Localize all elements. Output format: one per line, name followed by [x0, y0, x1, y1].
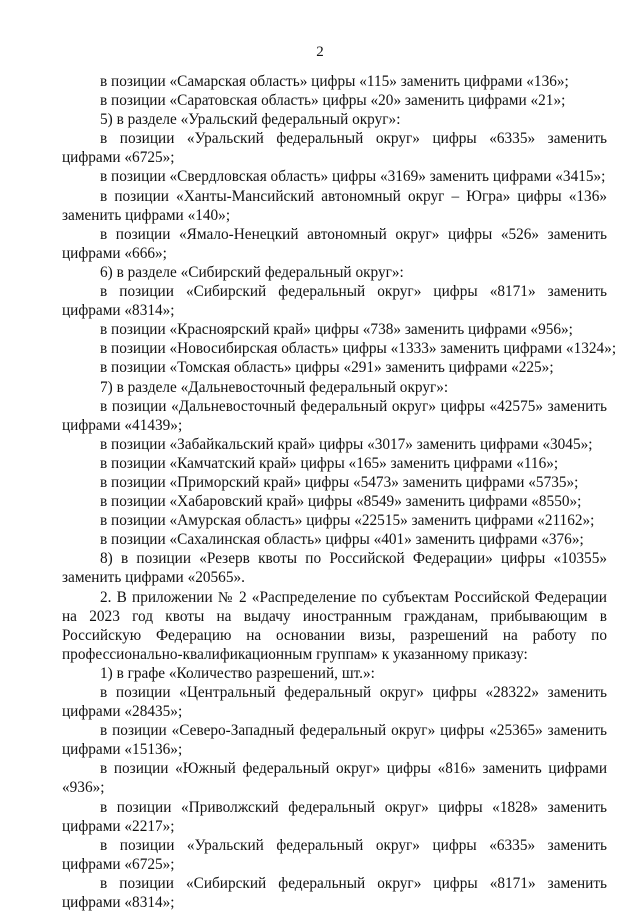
paragraph: в позиции «Центральный федеральный округ» цифры «28322» заменить цифрами «28435»; [62, 684, 607, 721]
paragraph: в позиции «Уральский федеральный округ» цифры «6335» заменить цифрами «6725»; [62, 130, 607, 167]
section-heading: 6) в разделе «Сибирский федеральный округ»: [100, 263, 404, 281]
paragraph: в позиции «Дальневосточный федеральный округ» цифры «42575» заменить цифрами «41439»; [62, 397, 607, 434]
paragraph: в позиции «Приморский край» цифры «5473» заменить цифрами «5735»; [100, 473, 579, 491]
paragraph: в позиции «Южный федеральный округ» цифры «816» заменить цифрами «936»; [62, 760, 607, 797]
paragraph: 8) в позиции «Резерв квоты по Российской Федерации» цифры «10355» заменить цифрами «20565». [62, 550, 607, 587]
paragraph: в позиции «Приволжский федеральный округ» цифры «1828» заменить цифрами «2217»; [62, 798, 607, 835]
section-heading: 1) в графе «Количество разрешений, шт.»: [100, 664, 375, 682]
paragraph: в позиции «Сибирский федеральный округ» цифры «8171» заменить цифрами «8314»; [62, 283, 607, 320]
paragraph: в позиции «Свердловская область» цифры «3169» заменить цифрами «3415»; [100, 168, 606, 186]
paragraph: в позиции «Ямало-Ненецкий автономный округ» цифры «526» заменить цифрами «666»; [62, 225, 607, 262]
paragraph: в позиции «Самарская область» цифры «115» заменить цифрами «136»; [100, 73, 569, 90]
paragraph: в позиции «Томская область» цифры «291» заменить цифрами «225»; [100, 359, 554, 377]
paragraph: в позиции «Амурская область» цифры «22515» заменить цифрами «21162»; [100, 512, 595, 530]
paragraph: в позиции «Хабаровский край» цифры «8549» заменить цифрами «8550»; [100, 493, 582, 511]
paragraph: в позиции «Ханты-Мансийский автономный округ – Югра» цифры «136» заменить цифрами «140»; [62, 187, 607, 224]
paragraph: в позиции «Сибирский федеральный округ» цифры «8171» заменить цифрами «8314»; [62, 874, 607, 912]
page-number: 2 [316, 44, 324, 60]
paragraph: в позиции «Саратовская область» цифры «20» заменить цифрами «21»; [100, 92, 566, 110]
paragraph: в позиции «Северо-Западный федеральный округ» цифры «25365» заменить цифрами «15136»; [62, 722, 607, 759]
document-body [62, 72, 617, 912]
section-heading: 5) в разделе «Уральский федеральный округ»: [100, 111, 401, 129]
paragraph: в позиции «Уральский федеральный округ» цифры «6335» заменить цифрами «6725»; [62, 836, 607, 873]
paragraph: в позиции «Красноярский край» цифры «738» заменить цифрами «956»; [100, 321, 573, 339]
paragraph: 2. В приложении № 2 «Распределение по субъектам Российской Федерации на 2023 год квоты на выдачу иностранным гражданам, прибывающим в Российскую Федерацию на основании визы, разрешений на работу по профессионально-квалификационным группам» к указанному приказу: [62, 588, 607, 663]
paragraph: в позиции «Новосибирская область» цифры «1333» заменить цифрами «1324»; [100, 340, 617, 358]
paragraph: в позиции «Сахалинская область» цифры «401» заменить цифрами «376»; [100, 531, 584, 549]
paragraph: в позиции «Камчатский край» цифры «165» заменить цифрами «116»; [100, 454, 559, 472]
section-heading: 7) в разделе «Дальневосточный федеральный округ»: [100, 378, 449, 396]
paragraph: в позиции «Забайкальский край» цифры «3017» заменить цифрами «3045»; [100, 435, 593, 453]
